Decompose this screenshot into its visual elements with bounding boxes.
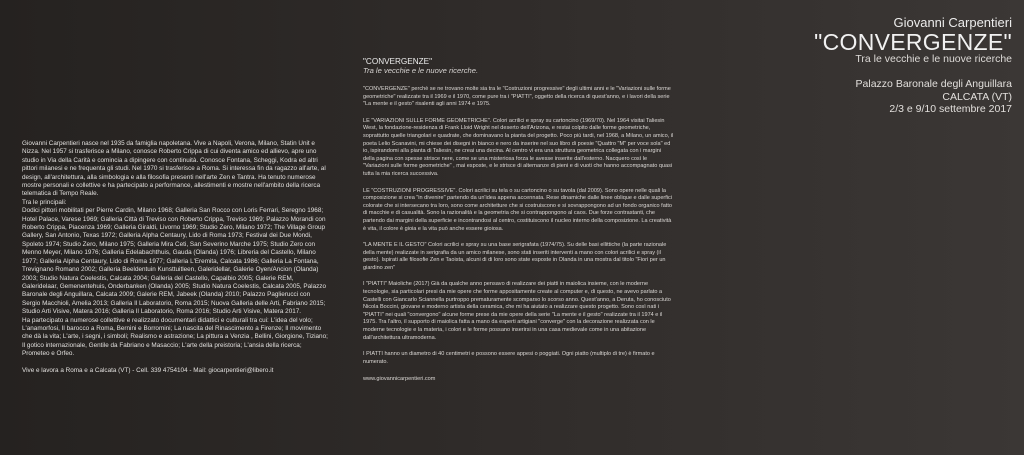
venue-town: CALCATA (VT) [942,90,1012,103]
middle-panel [340,0,682,455]
right-panel [682,0,1024,455]
exhibition-dates: 2/3 e 9/10 settembre 2017 [889,103,1012,115]
exhibitions-list: Dodici pittori mobilitati per Pierre Cardin, Milano 1968; Galleria San Rocco con Loris Ferrari, Seregno 1968; Hotel Palace, Varese 1969; Galleria Città di Treviso con Roberto Crippa, Treviso 1969; Palazzo Morandi con Roberto Crippa, Piacenza 1969; Galleria Giraldi, Livorno 1969; Studio Zero, Milano 1972; The Village Group Gallery, San Antonio, Texas 1972; Galleria Alpha Centaury, Lido di Roma 1973; Festival dei Due Mondi, Spoleto 1974; Studio Zero, Milano 1975; Galleria Mira Ceti, San Severino Marche 1975; Studio Zero con Menno Meyer, Milano 1976; Galleria Edelabachthuis, Gauda (Olanda) 1976; Libreria del Castello, Milano 1977; Galleria Alpha Centaury, Lido di Roma 1977; Galleria L'Eremita, Calcata 1986; Galleria La Fontana, Trevignano Romano 2002; Galleria Beeldentuin Kunsttuitleen, Galeridellar, Galerie Oyen/Ancion (Olanda) 2003; Studio Natura Coelestis, Calcata 2004; Galleria del Castello, Capalbio 2005; Galerie REM, Galeridelaar, Gemenentehuis, Onderbanken (Olanda) 2005; Studio Natura Coelestis, Calcata 2005, Palazzo Baronale degli Anguillara, Calcata 2009; Galerie REM, Jabeek (Olanda) 2010; Palazzo Paglierucci con Sergio Macchioli, Amelia 2013; Galleria Il Laboratorio, Roma 2015; Nuova Galleria delle Arti, Fabriano 2015; Studio Arti Visive, Matera 2016; Galleria Il Laboratorio, Roma 2016; Studio Arti Visive, Matera 2017. [22,207,326,316]
exhibition-subtitle: Tra le vecchie e le nuove ricerche [855,53,1012,65]
intro-paragraph: "CONVERGENZE" perchè se ne trovano molte sia tra le "Costruzioni progressive" degli ultimi anni e le "Variazioni sulle forme geometriche" realizzate tra il 1969 e il 1970, come pure tra i "PIATTI", oggetto della ricerca di quest'anno, e i lavori della serie "La mente e il gesto" risalenti agli anni 1974 e 1975. [363,86,671,108]
exhibition-title: "CONVERGENZE" [814,29,1012,55]
section-subtitle: Tra le vecchie e le nuove ricerche. [363,66,479,75]
bio-intro: Giovanni Carpentieri nasce nel 1935 da famiglia napoletana. Vive a Napoli, Verona, Milano, Statin Unit e Nizza. Nel 1957 si trasferisce a Milano, conosce Roberto Crippa di cui diventa amico ed allievo, apre uno studio in Via della Carità e comincia a dipingere con continuità. Conosce Fontana, Scheggi, Kodra ed altri pittori milanesi e ne frequenta gli studi. Nel 1970 si trasferisce a Roma. Si interessa fin da ragazzo all'arte, al design, all'architettura, alla simbologia e alla filosofia presenti nell'arte Zen e Tantra. Ha tenuto numerose mostre personali e collettive e ha partecipato a performance, allestimenti e mostre nell'ambito della ricerca telematica di Tempo Reale. [22,140,326,198]
artist-name: Giovanni Carpentieri [893,15,1012,30]
variazioni-paragraph: LE "VARIAZIONI SULLE FORME GEOMETRICHE". Colori acrilici e spray su cartoncino (1969/70). Nel 1964 visitai Taliesin West, la fondazione-residenza di Frank Lloid Wright nel deserto dell'Arizona, e restai colpito dalle forme geometriche, soprattutto quelle triangolari e quadrate, che dominavano la pianta del progetto. Poco più tardi, nel 1968, a Milano, un amico, il poeta Lelio Scanavini, mi chiese dei disegni in bianco e nero da inserire nel suo libro di poesie "Quattro "M" per voce sola" ed io, ispirandomi alla pianta di Taliesin, ne creai una decina. Al centro vi era una struttura geometrica collegata con i margini della pagina con spesse strisce nere, come se una misteriosa forza le avesse inserite dall'esterno. Nacquero così le "Variazioni sulle forme geometriche" , mai esposte, e le strisce di alternanze di pieni e di vuoti che hanno accompagnato quasi tutta la mia ricerca successiva. [363,117,674,177]
piatti-note: I PIATTI hanno un diametro di 40 centimetri e possono essere appesi o poggiati. Ogni piatto (multiplo di tre) è firmato e numerato. [363,351,655,365]
contact-line: Vive e lavora a Roma e a Calcata (VT) - Cell. 339 4754104 - Mail: giocarpentieri@libero.it [22,366,274,374]
piatti-paragraph: I "PIATTI" Maioliche (2017) Già da qualche anno pensavo di realizzare dei piatti in maiolica insieme, con le moderne tecnologie, sia particolari presi da mie opere che forme appositamente create al computer e, di questo, ne avevo parlato a Castelli con Giancarlo Sciannella purtroppo prematuramente scomparso lo scorso anno. Quest'anno, a Deruta, ho conosciuto Nicola Boccini, giovane e moderno artista della ceramica, che mi ha aiutato a realizzare questo progetto. Sono così nati i "PIATTI" nei quali "convergono" alcune forme prese da mie opere della serie "La mente e il gesto" realizzate tra il 1974 e il 1975. Tra l'altro, il supporto di maiolica fatta a mano da esperti artigiani "converge" con la decorazione realizzata con le moderne tecnologie e la materia, i colori e le forme possano inserirsi in una casa medievale come in una abitazione dall'architettura ultramoderna. [363,281,671,341]
documentaries-text: Ha partecipato a numerose collettive e realizzato documentari didattici e culturali tra cui: L'idea del volo; L'anamorfosi, Il barocco a Roma, Bernini e Borromini; La nascita del Rinascimento a Firenze; Il movimento che dà la vita; L'arte, i segni, i simboli; Realismo e astrazione; La pittura a Venzia , Bellini, Giorgione, Tiziano; Il gotico internazionale, Gentile da Fabriano e Masaccio; L'arte della preistoria; L'ansia della ricerca; Prometeo e Orfeo. [22,316,328,358]
biography [22,140,330,359]
principal-exhibitions-heading: Tra le principali: [22,198,67,206]
costruzioni-paragraph: LE "COSTRUZIONI PROGRESSIVE". Colori acrilici su tela o su cartoncino o su tavola (dal 2009). Sono opere nelle quali la composizione si crea "in divenire" partendo da un'idea appena accennata. Rese dinamiche dalle linee oblique e dalle superfici colorate che si intersecano tra loro, sono come architetture che si costruiscono e si sovrappongono ad un fondo organico fatto di macchie e di casualità. Sono la razionalità e la geometria che si contrappongono al caos. Due forze contrastanti, che partendo dai margini della superficie e incontrandosi al centro, costituiscono il nucleo interno della composizione. La creatività è vita, il colore è gioia e la vita può anche essere gioiosa. [363,187,673,232]
section-title: "CONVERGENZE" [363,57,433,66]
website-link[interactable]: www.giovannicarpentieri.com [363,376,436,383]
mente-gesto-paragraph: "LA MENTE E IL GESTO" Colori acrilici e spray su una base serigrafata (1974/75). Su delle basi ellittiche (la parte razionale della mente) realizzate in serigrafia da un amico milanese, sono stati inseriti interventi a mano con colori acrilici e spray (il gesto). Ispirati alle filosofie Zen e Taoista, alcuni di di loro sono state esposte in Olanda in una mostra dal titolo "Fiori per un giardino zen" [363,242,667,271]
left-panel [0,0,340,455]
venue-name: Palazzo Baronale degli Anguillara [855,78,1012,90]
